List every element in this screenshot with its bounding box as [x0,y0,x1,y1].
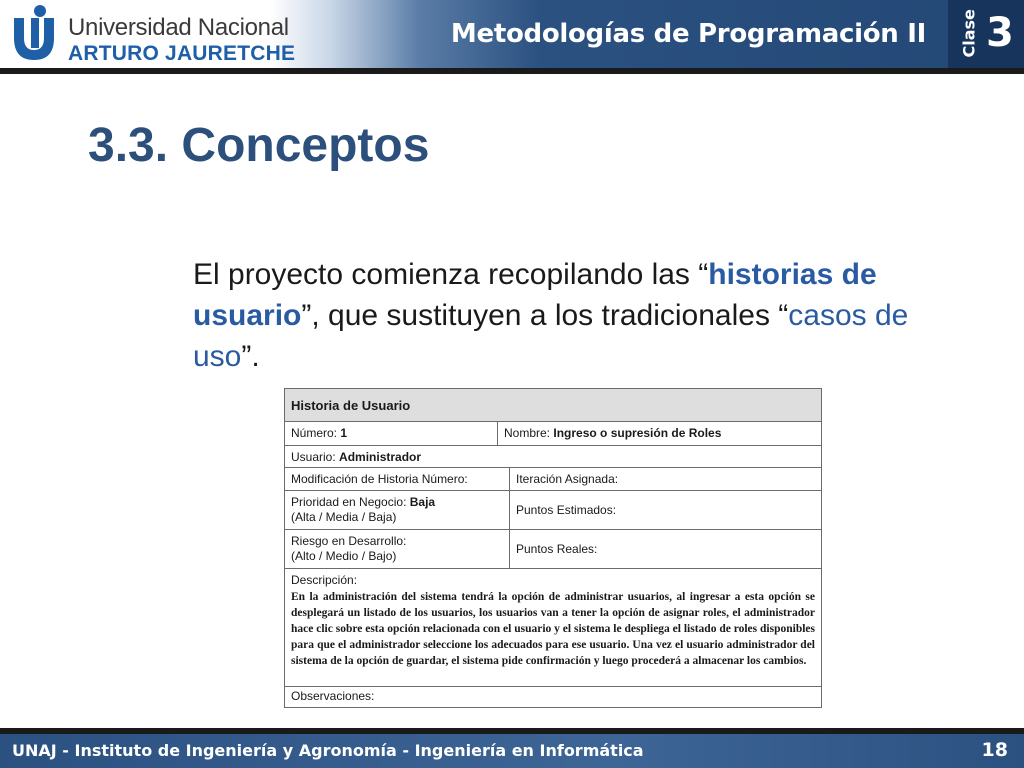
logo-university-subname: ARTURO JAURETCHE [68,42,296,65]
card-row-usuario [285,446,821,468]
university-logo [6,4,296,66]
clase-number: 3 [986,10,1014,56]
user-story-card [284,388,822,708]
numero-label: Número: [291,426,338,440]
course-title: Metodologías de Programación II [450,19,926,49]
puntos-reales-label: Puntos Reales: [509,530,821,568]
logo-university-name: Universidad Nacional [68,14,289,41]
nombre-value: Ingreso o supresión de Roles [553,426,722,440]
riesgo-label: Riesgo en Desarrollo: [291,534,407,548]
numero-value: 1 [340,426,348,440]
intro-paragraph [193,254,953,377]
footer-institution-text: UNAJ - Instituto de Ingeniería y Agronomía - Ingeniería en Informática [12,741,644,760]
card-row-modificacion [285,468,821,491]
prioridad-label: Prioridad en Negocio: [291,495,407,509]
descripcion-label: Descripción: [291,573,358,587]
clase-label: Clase [959,9,979,58]
descripcion-text: En la administración del sistema tendrá la opción de administrar usuarios, al ingresar a esta opción se desplegará un listado de los usuarios, los usuarios van a tener la opción de asignar roles, el administrador hace clic sobre esta opción relacionada con el usuario y el sistema le despliega el listado de roles disponibles para que el administrador seleccione los adecuados para ese usuario. Una vez el usuario administrador del sistema de la opción de guardar, el sistema pide confirmación y luego procederá a almacenar los cambios. [291,591,815,667]
nombre-cell [497,422,821,445]
usuario-label: Usuario: [291,450,336,464]
card-row-descripcion [285,569,821,687]
observaciones-label: Observaciones: [291,689,375,703]
numero-cell [285,422,497,445]
nombre-label: Nombre: [504,426,551,440]
prioridad-options: (Alta / Media / Baja) [291,510,397,524]
intro-highlight-historias: historias de usuario [193,258,877,332]
header-divider [0,68,1024,74]
card-title: Historia de Usuario [291,398,411,413]
slide-footer [0,734,1024,768]
intro-text-2: ”, que sustituyen a los tradicionales “ [301,299,789,332]
prioridad-value: Baja [409,495,436,509]
prioridad-cell [285,491,509,529]
card-row-numero [285,422,821,446]
unaj-logo-icon [6,4,62,66]
page-number: 18 [981,739,1008,761]
intro-highlight-casos: casos de uso [193,299,909,373]
iteracion-label: Iteración Asignada: [509,468,821,490]
modificacion-label: Modificación de Historia Número: [291,472,468,486]
card-row-riesgo [285,530,821,569]
puntos-estimados-label: Puntos Estimados: [509,491,821,529]
card-title-row [285,389,821,422]
card-row-observaciones [285,687,821,707]
descripcion-cell [285,569,821,686]
riesgo-options: (Alto / Medio / Bajo) [291,549,397,563]
intro-text-3: ”. [241,340,260,373]
intro-text-1: El proyecto comienza recopilando las “ [193,258,709,291]
usuario-value: Administrador [339,450,422,464]
usuario-cell [285,446,821,467]
slide-title: 3.3. Conceptos [88,119,430,172]
riesgo-cell [285,530,509,568]
card-row-prioridad [285,491,821,530]
